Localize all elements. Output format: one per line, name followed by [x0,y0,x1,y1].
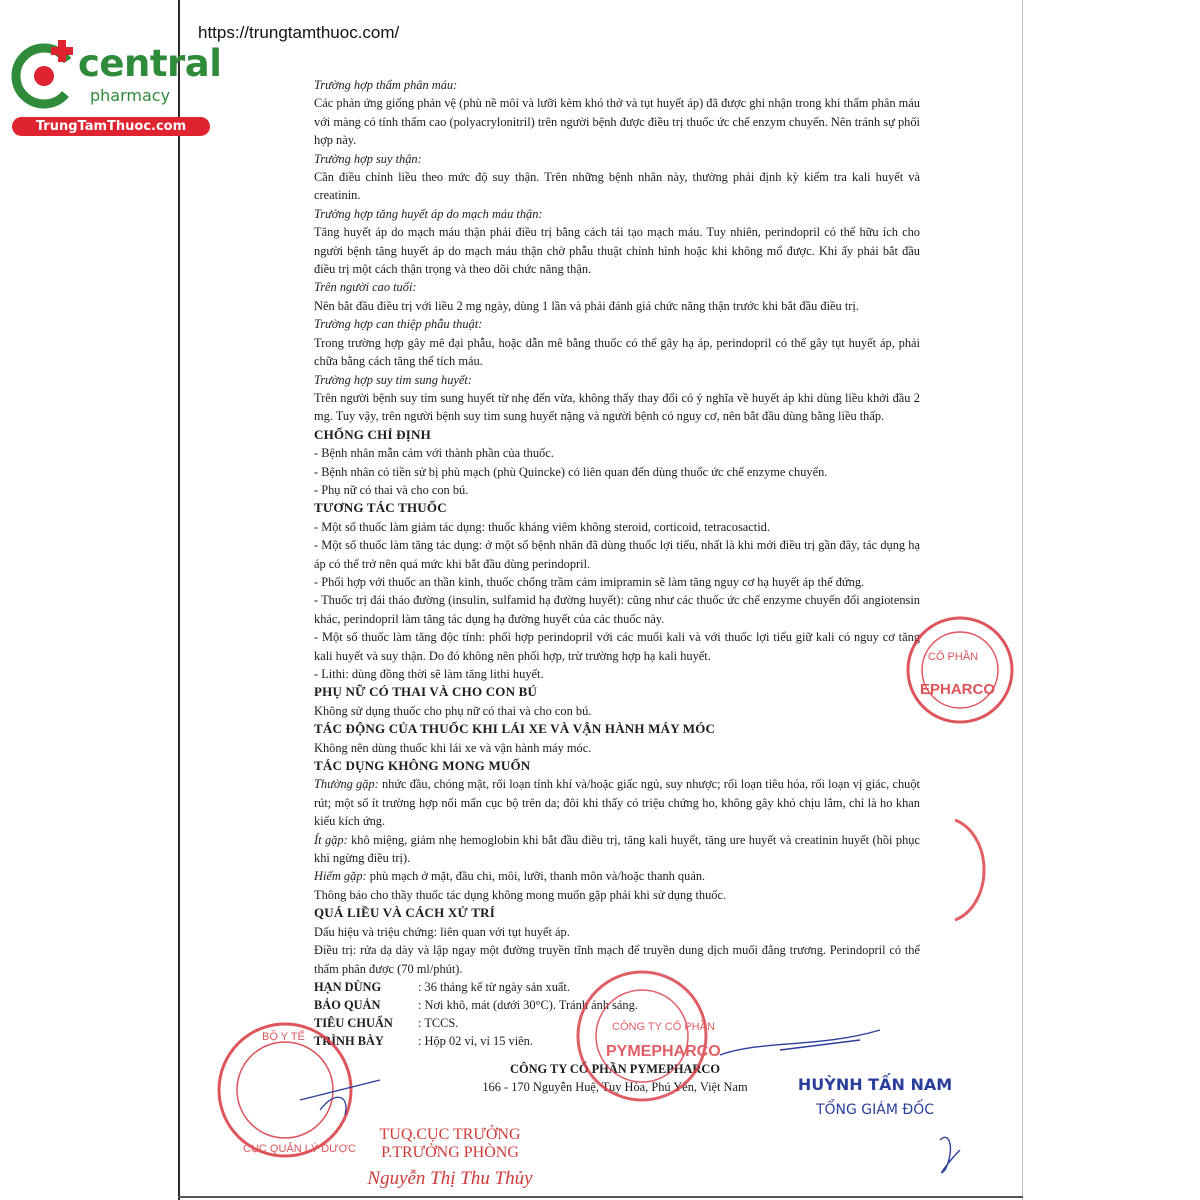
company-stamp-right [908,618,1012,722]
paragraph-heart-failure: Trên người bệnh suy tim sung huyết từ nhẹ đến vừa, không thấy thay đổi có ý nghĩa về huyết áp khi dùng liều khởi đầu 2 mg. Tuy vậy, trên người bệnh suy tim sung huyết nặng và người bệnh có nguy cơ, nên bắt đầu dùng bằng liều thấp. [314,390,920,424]
heading-pregnancy: PHỤ NỮ CÓ THAI VÀ CHO CON BÚ [314,684,538,700]
paragraph-pregnancy: Không sử dụng thuốc cho phụ nữ có thai và cho con bú. [314,703,592,718]
company-name: CÔNG TY CỔ PHẦN PYMEPHARCO [510,1062,720,1076]
company-address: 166 - 170 Nguyễn Huệ, Tuy Hòa, Phú Yên, Việt Nam [482,1080,748,1094]
signer-block [790,1074,960,1120]
page-left-edge [178,0,180,1200]
paragraph-surgery: Trong trường hợp gây mê đại phẫu, hoặc dẫn mê bằng thuốc có thể gây hạ áp, perindopril có thể gây tụt huyết áp, phải chữa bằng cách tăng thể tích máu. [314,335,920,369]
spec-value: : TCCS. [418,1015,459,1030]
ministry-signature-stroke [300,1080,380,1115]
spec-table [314,978,638,1050]
heading-interactions: TƯƠNG TÁC THUỐC [314,500,447,516]
paragraph-renovascular: Tăng huyết áp do mạch máu thận phải điều trị bằng cách tái tạo mạch máu. Tuy nhiên, perindopril có thể hữu ích cho người bệnh tăng huyết áp do mạch máu thận chờ phẫu thuật chỉnh hình hoặc khi không mổ được. Khi ấy phải bắt đầu điều trị một cách thận trọng và theo dõi chức năng thận. [314,225,920,277]
table-row [314,996,638,1014]
list-item: - Phối hợp với thuốc an thần kinh, thuốc chống trầm cảm imipramin sẽ làm tăng nguy cơ hạ huyết áp thế đứng. [314,574,865,589]
spec-key: HẠN DÙNG [314,979,382,994]
list-item: - Một số thuốc làm giảm tác dụng: thuốc kháng viêm không steroid, corticoid, tetracosactid. [314,519,770,534]
signer-title: TỔNG GIÁM ĐỐC [815,1102,935,1118]
subheading-surgery: Trường hợp can thiệp phẫu thuật: [314,317,483,332]
paragraph-common-effects [314,775,920,830]
site-url[interactable]: https://trungtamthuoc.com/ [198,23,400,42]
heading-driving: TÁC ĐỘNG CỦA THUỐC KHI LÁI XE VÀ VẬN HÀNH MÁY MÓC [314,721,716,737]
leaflet-body [314,76,920,1050]
official-line-2: P.TRƯỞNG PHÒNG [381,1144,519,1161]
list-item: - Thuốc trị đái tháo đường (insulin, sulfamid hạ đường huyết): cũng như các thuốc ức chế enzyme chuyển đổi angiotensin khác, perindopril làm tăng tác dụng hạ đường huyết của các thuốc này. [314,593,920,626]
list-item: - Bệnh nhân mẫn cảm với thành phần của thuốc. [314,446,554,461]
spec-value: : Nơi khô, mát (dưới 30°C). Tránh ánh sáng. [418,997,638,1012]
page-bottom-edge [178,1196,1023,1198]
paragraph-notify: Thông báo cho thầy thuốc tác dụng không mong muốn gặp phải khi sử dụng thuốc. [314,887,727,902]
list-item: - Một số thuốc làm tăng tác dụng: ở một số bệnh nhân đã dùng thuốc lợi tiểu, nhất là khi mới điều trị gần đây, tác dụng hạ áp có thể trở nên quá mức khi bắt đầu dùng perindopril. [314,538,920,571]
list-item: - Một số thuốc làm tăng độc tính: phối hợp perindopril với các muối kali và với thuốc lợi tiểu giữ kali có nguy cơ tăng kali huyết và suy thận. Do đó không nên phối hợp, trừ trường hợp hạ kali huyết. [314,630,920,663]
brand-bar[interactable]: TrungTamThuoc.com [12,117,210,136]
company-block [480,1060,750,1096]
stamp-text: CỔ PHẦN [928,651,979,663]
paragraph-elderly: Nên bắt đầu điều trị với liều 2 mg ngày, dùng 1 lần và phải đánh giá chức năng thận trước khi bắt đầu điều trị. [314,298,859,313]
spec-value: : 36 tháng kể từ ngày sản xuất. [418,979,570,994]
initial-signature-stroke [940,1137,960,1172]
signer-name: HUỲNH TẤN NAM [797,1075,953,1094]
table-row [314,978,638,996]
heading-side-effects: TÁC DỤNG KHÔNG MONG MUỐN [314,758,531,774]
subheading-heart-failure: Trường hợp suy tim sung huyết: [314,372,472,387]
subheading-renovascular: Trường hợp tăng huyết áp do mạch máu thận: [314,206,543,221]
brand-name: central [78,42,222,85]
brand-subtitle: pharmacy [90,86,171,105]
stamp-text: BỘ Y TẾ [262,1031,305,1043]
list-item: - Phụ nữ có thai và cho con bú. [314,482,469,497]
text-common: nhức đầu, chóng mặt, rối loạn tính khí và/hoặc giấc ngủ, suy nhược; rối loạn tiêu hóa, rối loạn vị giác, chuột rút; một số ít trường hợp nổi mẩn cục bộ trên da; đôi khi thấy có triệu chứng ho, không gây khó chịu lắm, chỉ là ho khan kiểu kích ứng. [314,777,920,829]
table-row [314,1032,638,1050]
paragraph-overdose-treatment: Điều trị: rửa dạ dày và lập ngay một đường truyền tĩnh mạch để truyền dung dịch muối đẳng trương. Perindopril có thể thẩm phân được (70 ml/phút). [314,943,920,976]
stamp-text: CÔNG TY CỔ PHẦN [612,1021,715,1033]
official-signature-name: Nguyễn Thị Thu Thủy [367,1168,533,1189]
paragraph-dialysis: Các phản ứng giống phản vệ (phù nề môi và lưỡi kèm khó thở và tụt huyết áp) đã được ghi nhận trong khi thẩm phân máu với màng có tính thấm cao (polyacrylonitril) trên người bệnh được điều trị thuốc ức chế enzym chuyển. Nên tránh sự phối hợp này. [314,96,920,148]
heading-overdose: QUÁ LIỀU VÀ CÁCH XỬ TRÍ [314,905,495,921]
list-item: - Bệnh nhân có tiền sử bị phù mạch (phù Quincke) có liên quan đến dùng thuốc ức chế enzyme chuyển. [314,464,828,479]
list-item: - Lithi: dùng đồng thời sẽ làm tăng lithi huyết. [314,667,544,681]
paragraph-renal: Cần điều chỉnh liều theo mức độ suy thận. Trên những bệnh nhân này, thường phải định kỳ kiểm tra kali huyết và creatinin. [314,170,920,203]
official-line-1: TUQ.CỤC TRƯỞNG [379,1126,521,1143]
text-rare: phù mạch ở mặt, đầu chi, môi, lưỡi, thanh môn và/hoặc thanh quản. [366,869,706,884]
spec-key: TRÌNH BÀY [314,1033,384,1048]
label-common: Thường gặp: [314,777,379,792]
subheading-dialysis: Trường hợp thẩm phân máu: [314,78,458,92]
paragraph-driving: Không nên dùng thuốc khi lái xe và vận hành máy móc. [314,740,592,755]
subheading-elderly: Trên người cao tuổi: [314,280,417,295]
spec-key: BẢO QUẢN [314,997,381,1012]
label-rare: Hiếm gặp: [314,869,367,884]
stamp-arc-right [955,820,984,920]
label-uncommon: Ít gặp: [314,832,348,847]
subheading-renal: Trường hợp suy thận: [314,151,422,166]
text-uncommon: khô miệng, giảm nhẹ hemoglobin khi bắt đầu điều trị, tăng kali huyết, tăng ure huyết và creatinin huyết (hồi phục khi ngừng điều trị). [314,832,920,866]
spec-value: : Hộp 02 vỉ, vỉ 15 viên. [418,1033,533,1048]
official-approval-block [340,1126,560,1194]
table-row [314,1014,638,1032]
paragraph-rare-effects [314,867,920,885]
stamp-text: CỤC QUẢN LÝ DƯỢC [243,1143,356,1155]
paragraph-uncommon-effects [314,831,920,868]
stamp-text: EPHARCO [920,681,996,698]
page-right-edge [1022,0,1023,1200]
paragraph-overdose-signs: Dấu hiệu và triệu chứng: liên quan với tụt huyết áp. [314,924,570,939]
heading-contraindications: CHỐNG CHỈ ĐỊNH [314,426,431,442]
stamp-text: PYMEPHARCO [606,1043,721,1060]
spec-key: TIÊU CHUẨN [314,1015,393,1030]
